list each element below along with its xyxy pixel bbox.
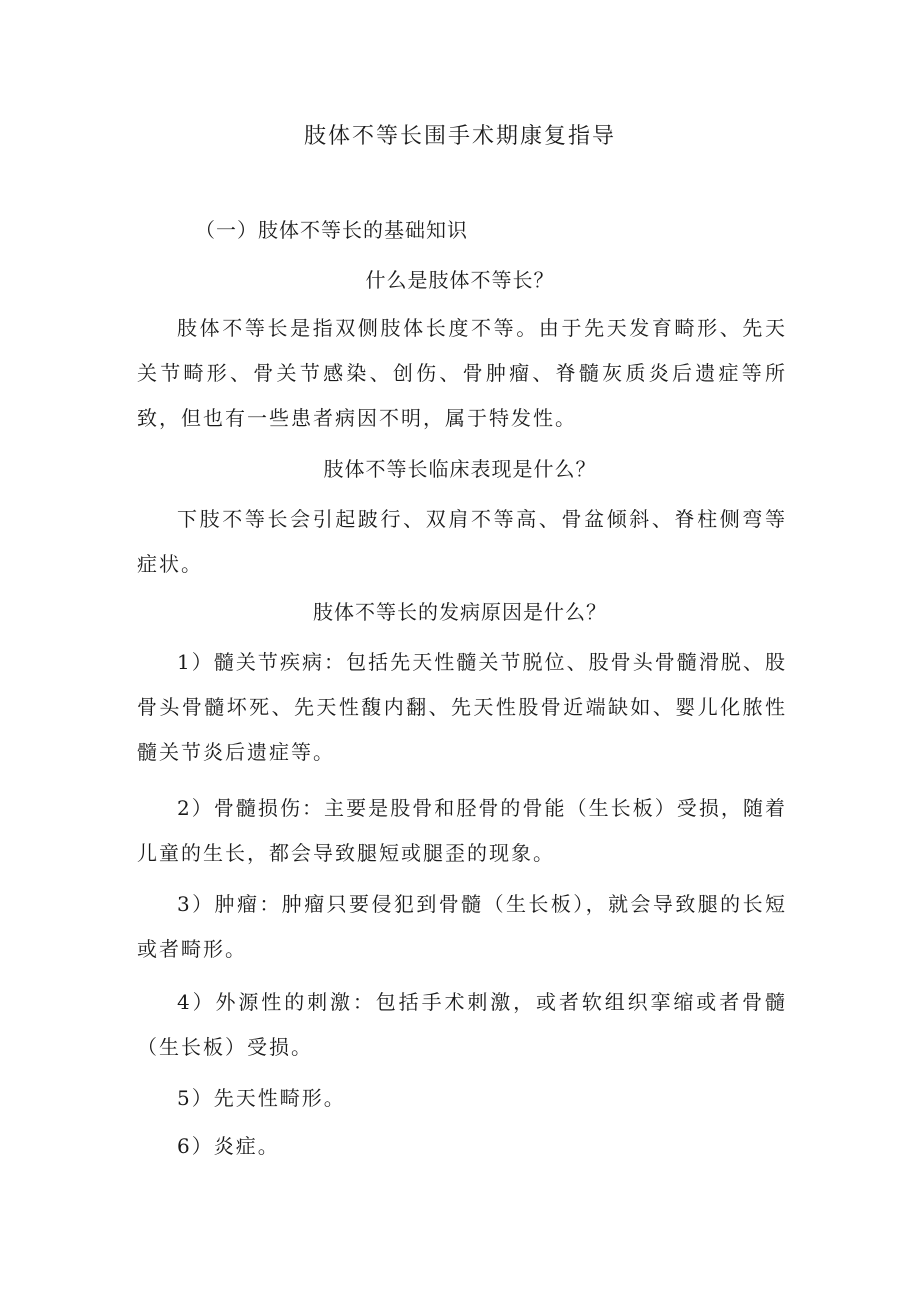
document-title: 肢体不等长围手术期康复指导 — [303, 124, 616, 149]
section-heading: （一）肢体不等长的基础知识 — [195, 218, 468, 242]
question-causes: 肢体不等长的发病原因是什么？ — [313, 600, 607, 624]
answer-symptoms: 下肢不等长会引起跛行、双肩不等高、骨盆倾斜、脊柱侧弯等症状。 — [137, 507, 787, 576]
question-symptoms: 肢体不等长临床表现是什么？ — [323, 457, 597, 481]
question-what-is: 什么是肢体不等长？ — [365, 268, 555, 292]
cause-item: 1）髓关节疾病：包括先天性髓关节脱位、股骨头骨髓滑脱、股骨头骨髓坏死、先天性馥内翻、先天性股骨近端缺如、婴儿化脓性髓关节炎后遗症等。 — [137, 650, 787, 764]
answer-definition: 肢体不等长是指双侧肢体长度不等。由于先天发育畸形、先天关节畸形、骨关节感染、创伤、骨肿瘤、脊髓灰质炎后遗症等所致，但也有一些患者病因不明，属于特发性。 — [137, 316, 787, 430]
cause-item: 5）先天性畸形。 — [177, 1086, 346, 1110]
cause-item: 3）肿瘤：肿瘤只要侵犯到骨髓（生长板），就会导致腿的长短或者畸形。 — [137, 892, 787, 961]
cause-item: 2）骨髓损伤：主要是股骨和胫骨的骨能（生长板）受损，随着儿童的生长，都会导致腿短或腿歪的现象。 — [137, 796, 787, 865]
cause-item: 6）炎症。 — [177, 1134, 280, 1158]
cause-item: 4）外源性的刺激：包括手术刺激，或者软组织挛缩或者骨髓（生长板）受损。 — [137, 990, 787, 1059]
